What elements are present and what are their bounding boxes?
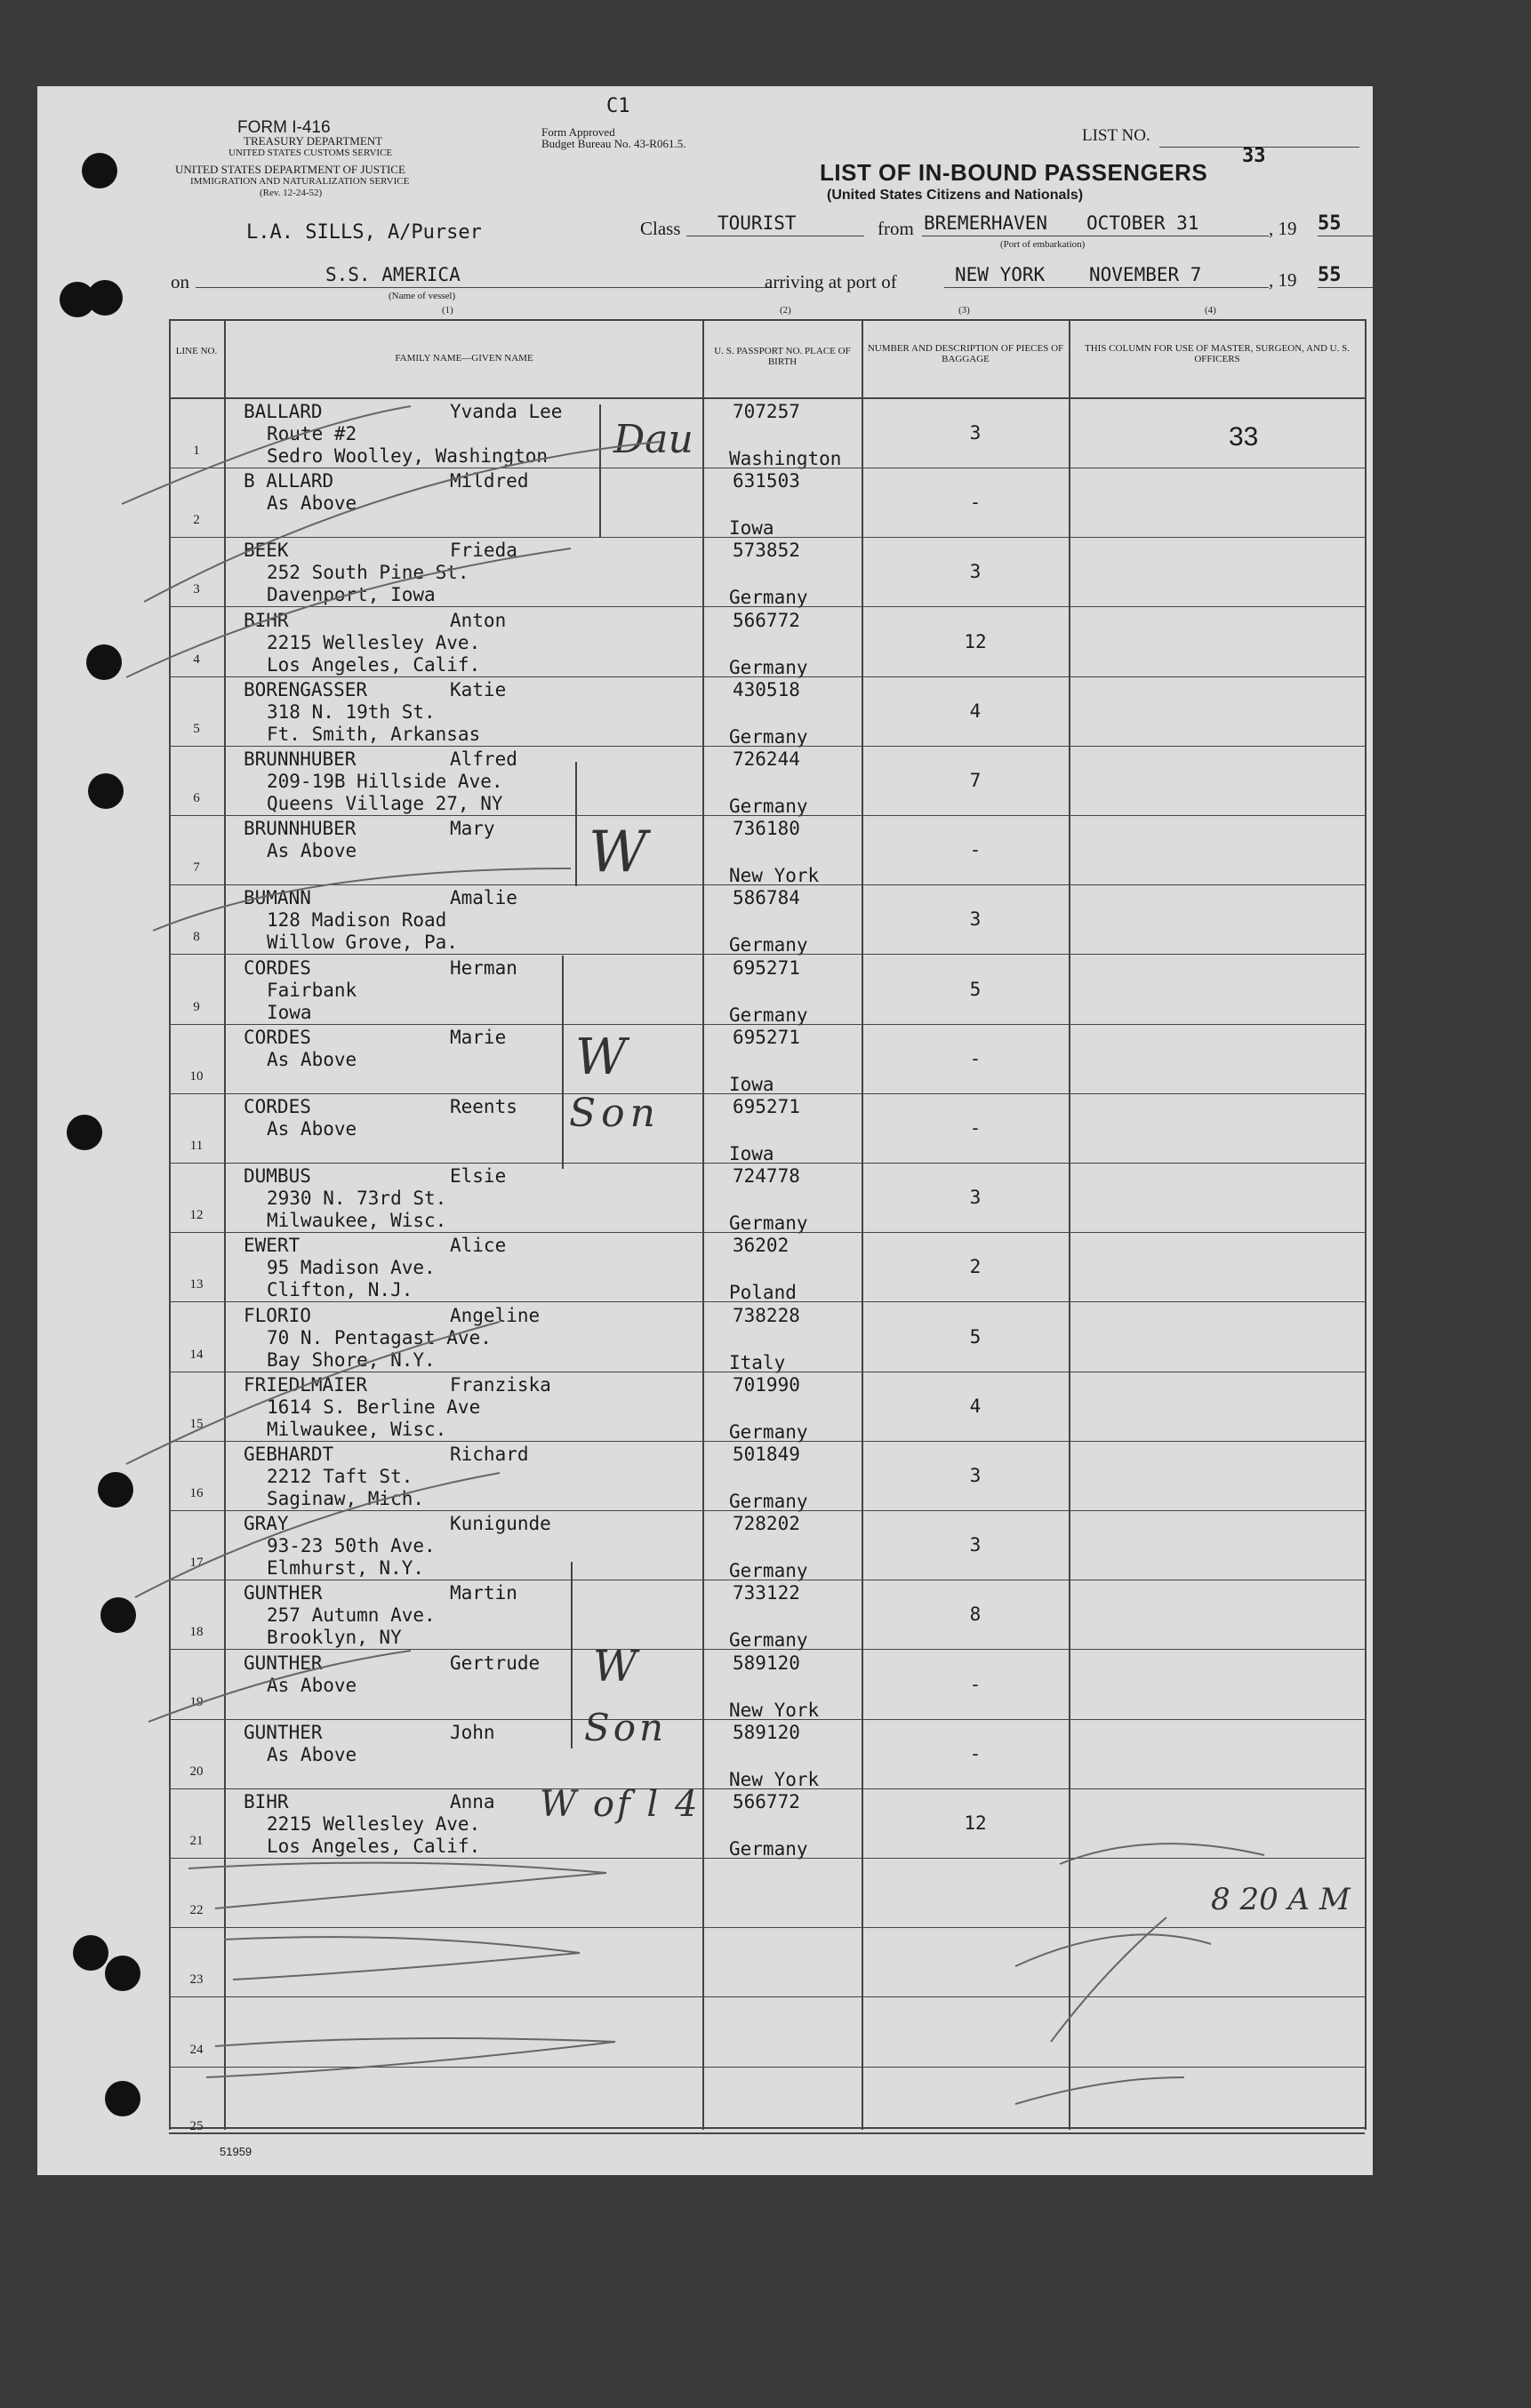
- passport-number: 736180: [733, 818, 800, 840]
- given-name: Alfred: [450, 748, 517, 770]
- address-line-2: Clifton, N.J.: [267, 1279, 413, 1301]
- given-name: Anna: [450, 1791, 495, 1812]
- passport-number: 631503: [733, 470, 800, 492]
- annotation-wife-of-4: W of l 4: [540, 1784, 701, 1825]
- family-name: CORDES: [244, 1096, 311, 1117]
- form-number: FORM I-416: [237, 118, 331, 137]
- given-name: Katie: [450, 678, 507, 700]
- passport-number: 566772: [733, 609, 800, 631]
- baggage-count: 3: [969, 1534, 982, 1556]
- passport-number: 430518: [733, 678, 800, 700]
- place-of-birth: Washington: [729, 448, 842, 469]
- given-name: Angeline: [450, 1304, 541, 1326]
- class-label: Class: [640, 218, 681, 239]
- family-name: BRUNNHUBER: [244, 748, 357, 770]
- baggage-count: 4: [969, 700, 982, 722]
- baggage-count: -: [969, 839, 982, 861]
- passport-number: 695271: [733, 1026, 800, 1048]
- place-of-birth: Iowa: [729, 1143, 774, 1164]
- address-line-2: Milwaukee, Wisc.: [267, 1418, 447, 1440]
- punch-hole: [100, 1597, 136, 1633]
- arrival-date: NOVEMBER 7: [1089, 264, 1202, 285]
- passport-number: 36202: [733, 1235, 790, 1257]
- passport-number: 726244: [733, 748, 800, 770]
- place-of-birth: Iowa: [729, 1073, 774, 1095]
- address-line-1: 2215 Wellesley Ave.: [267, 1813, 481, 1835]
- line-number: 15: [189, 1416, 204, 1431]
- baggage-count: -: [969, 1117, 982, 1139]
- place-of-birth: Germany: [729, 1838, 808, 1860]
- given-name: Kunigunde: [450, 1513, 551, 1535]
- annotation-w-gunther: W: [593, 1642, 637, 1692]
- passport-number: 589120: [733, 1721, 800, 1743]
- address-line-1: 318 N. 19th St.: [267, 700, 436, 723]
- col-head-passport: U. S. PASSPORT NO. PLACE OF BIRTH: [714, 346, 851, 367]
- given-name: Gertrude: [450, 1652, 541, 1674]
- address-line-1: Route #2: [267, 423, 357, 444]
- baggage-count: 8: [969, 1604, 982, 1626]
- place-of-birth: Iowa: [729, 517, 774, 540]
- baggage-count: 7: [969, 770, 982, 791]
- line-number: 6: [193, 791, 200, 805]
- stamp-code: C1: [606, 95, 630, 117]
- embark-port: BREMERHAVEN: [924, 212, 1048, 234]
- annotation-w-cordes: W: [575, 1028, 627, 1086]
- document-subtitle: (United States Citizens and Nationals): [827, 188, 1084, 203]
- address-line-2: Davenport, Iowa: [267, 584, 436, 606]
- arriving-label: arriving at port of: [765, 271, 897, 292]
- address-line-1: 209-19B Hillside Ave.: [267, 771, 503, 792]
- passport-number: 695271: [733, 956, 800, 979]
- address-line-2: Los Angeles, Calif.: [267, 653, 481, 676]
- family-name: FRIEDLMAIER: [244, 1373, 368, 1396]
- punch-hole: [73, 1935, 108, 1971]
- form-approved: Form Approved: [541, 125, 615, 139]
- passport-number: 728202: [733, 1513, 800, 1535]
- given-name: Alice: [450, 1235, 507, 1257]
- address-line-1: 95 Madison Ave.: [267, 1257, 436, 1279]
- punch-hole: [88, 773, 124, 809]
- officer-note: 33: [1229, 422, 1259, 452]
- punch-hole: [87, 280, 123, 316]
- justice-dept: UNITED STATES DEPARTMENT OF JUSTICE: [175, 163, 405, 176]
- annotation-w-brunnhuber: W: [589, 820, 647, 885]
- vessel-name: S.S. AMERICA: [325, 264, 461, 285]
- family-name: CORDES: [244, 1026, 311, 1048]
- address-line-1: As Above: [267, 492, 357, 515]
- place-of-birth: Germany: [729, 1212, 808, 1235]
- family-name: B ALLARD: [244, 470, 334, 492]
- line-number: 8: [193, 930, 200, 945]
- baggage-count: 4: [969, 1395, 982, 1417]
- purser-name: L.A. SILLS, A/Purser: [246, 221, 482, 244]
- family-name: BIHR: [244, 1791, 289, 1812]
- address-line-1: 93-23 50th Ave.: [267, 1535, 436, 1557]
- address-line-1: 257 Autumn Ave.: [267, 1604, 436, 1627]
- line-number: 25: [189, 2118, 204, 2133]
- place-of-birth: New York: [729, 1699, 820, 1721]
- address-line-1: As Above: [267, 1048, 357, 1070]
- manifest-page: [37, 86, 1373, 2175]
- line-number: 13: [189, 1277, 204, 1292]
- line-number: 19: [189, 1694, 204, 1709]
- baggage-count: 2: [969, 1256, 982, 1278]
- on-label: on: [171, 271, 189, 292]
- family-name: GEBHARDT: [244, 1444, 334, 1465]
- col-head-officers: THIS COLUMN FOR USE OF MASTER, SURGEON, AND U. S. OFFICERS: [1085, 343, 1350, 364]
- given-name: John: [450, 1721, 495, 1743]
- address-line-1: 2212 Taft St.: [267, 1466, 413, 1487]
- col-head-name: FAMILY NAME—GIVEN NAME: [395, 353, 533, 364]
- baggage-count: 12: [964, 1812, 987, 1834]
- family-name: GUNTHER: [244, 1582, 323, 1604]
- col-head-baggage: NUMBER AND DESCRIPTION OF PIECES OF BAGGAGE: [867, 343, 1064, 364]
- baggage-count: 3: [969, 1465, 982, 1486]
- address-line-2: Brooklyn, NY: [267, 1627, 402, 1649]
- baggage-count: 5: [969, 978, 982, 1000]
- family-name: BRUNNHUBER: [244, 818, 357, 840]
- line-number: 4: [193, 652, 200, 667]
- annotation-time: 8 20 A M: [1211, 1882, 1351, 1917]
- baggage-count: 3: [969, 561, 982, 583]
- budget-bureau: Budget Bureau No. 43-R061.5.: [541, 137, 686, 150]
- col-num-3: (3): [958, 305, 970, 316]
- family-name: BIHR: [244, 609, 289, 631]
- line-number: 16: [189, 1486, 204, 1500]
- given-name: Elsie: [450, 1165, 507, 1188]
- family-name: BORENGASSER: [244, 678, 368, 700]
- line-number: 9: [193, 999, 200, 1014]
- document-title: LIST OF IN-BOUND PASSENGERS: [820, 159, 1208, 186]
- line-number: 11: [189, 1139, 204, 1153]
- place-of-birth: New York: [729, 1768, 820, 1790]
- line-number: 12: [189, 1208, 204, 1223]
- annotation-dau: Dau: [613, 417, 693, 462]
- arrival-year: 55: [1318, 264, 1342, 286]
- address-line-2: Los Angeles, Calif.: [267, 1836, 481, 1857]
- baggage-count: -: [969, 1047, 982, 1069]
- baggage-count: 3: [969, 908, 982, 931]
- punch-hole: [98, 1472, 133, 1508]
- place-of-birth: Germany: [729, 587, 808, 609]
- pencil-strokes: [37, 86, 1373, 2175]
- embark-year: 55: [1318, 212, 1342, 235]
- address-line-2: Milwaukee, Wisc.: [267, 1210, 447, 1232]
- address-line-1: As Above: [267, 1674, 357, 1696]
- line-number: 14: [189, 1347, 204, 1362]
- place-of-birth: Germany: [729, 796, 808, 817]
- family-name: EWERT: [244, 1235, 301, 1257]
- baggage-count: 3: [969, 422, 982, 444]
- vessel-caption: (Name of vessel): [389, 291, 456, 301]
- given-name: Frieda: [450, 540, 517, 562]
- place-of-birth: Germany: [729, 934, 808, 956]
- family-name: GRAY: [244, 1513, 289, 1535]
- address-line-2: Saginaw, Mich.: [267, 1488, 425, 1509]
- address-line-2: Queens Village 27, NY: [267, 793, 503, 814]
- place-of-birth: Italy: [729, 1351, 786, 1373]
- address-line-2: Sedro Woolley, Washington: [267, 445, 549, 467]
- place-of-birth: Germany: [729, 1004, 808, 1026]
- given-name: Martin: [450, 1582, 517, 1604]
- col-num-1: (1): [442, 305, 453, 316]
- passport-number: 724778: [733, 1165, 800, 1188]
- family-name: BUMANN: [244, 887, 311, 909]
- address-line-1: As Above: [267, 1743, 357, 1765]
- address-line-1: 1614 S. Berline Ave: [267, 1396, 481, 1418]
- address-line-2: Bay Shore, N.Y.: [267, 1348, 436, 1371]
- line-number: 3: [193, 582, 200, 597]
- given-name: Anton: [450, 609, 507, 631]
- place-of-birth: Poland: [729, 1282, 797, 1304]
- place-of-birth: Germany: [729, 1420, 808, 1443]
- family-name: GUNTHER: [244, 1652, 323, 1674]
- arrival-year-prefix: , 19: [1269, 269, 1297, 291]
- passport-number: 501849: [733, 1444, 800, 1465]
- place-of-birth: Germany: [729, 656, 808, 678]
- address-line-1: 2930 N. 73rd St.: [267, 1188, 447, 1210]
- family-name: DUMBUS: [244, 1165, 311, 1188]
- line-number: 5: [193, 721, 200, 736]
- address-line-1: Fairbank: [267, 979, 357, 1001]
- passport-number: 586784: [733, 887, 800, 909]
- embark-year-prefix: , 19: [1269, 218, 1297, 239]
- place-of-birth: New York: [729, 865, 820, 887]
- annotation-son-cordes: Son: [569, 1091, 661, 1136]
- from-label: from: [878, 218, 914, 239]
- line-number: 24: [189, 2042, 204, 2057]
- address-line-1: As Above: [267, 1118, 357, 1140]
- address-line-1: 70 N. Pentagast Ave.: [267, 1326, 492, 1348]
- given-name: Mary: [450, 818, 495, 840]
- address-line-1: 2215 Wellesley Ave.: [267, 631, 481, 653]
- family-name: GUNTHER: [244, 1721, 323, 1743]
- place-of-birth: Germany: [729, 1560, 808, 1582]
- given-name: Yvanda Lee: [450, 401, 563, 422]
- passport-number: 695271: [733, 1096, 800, 1117]
- revision-date: (Rev. 12-24-52): [260, 188, 323, 198]
- punch-hole: [86, 644, 122, 680]
- line-number: 22: [189, 1903, 204, 1918]
- list-no-label: LIST NO.: [1082, 126, 1150, 145]
- passport-number: 701990: [733, 1373, 800, 1396]
- given-name: Richard: [450, 1444, 529, 1465]
- baggage-count: -: [969, 1742, 982, 1764]
- place-of-birth: Germany: [729, 1491, 808, 1512]
- baggage-count: 5: [969, 1325, 982, 1348]
- address-line-1: As Above: [267, 840, 357, 862]
- given-name: Herman: [450, 956, 517, 979]
- given-name: Reents: [450, 1096, 517, 1117]
- passport-number: 738228: [733, 1304, 800, 1326]
- address-line-2: Willow Grove, Pa.: [267, 932, 458, 954]
- class-value: TOURIST: [717, 212, 797, 234]
- passport-number: 707257: [733, 401, 800, 422]
- line-number: 1: [193, 444, 200, 458]
- form-code: 51959: [220, 2145, 252, 2158]
- embark-date: OCTOBER 31: [1086, 212, 1199, 234]
- passport-number: 589120: [733, 1652, 800, 1674]
- address-line-2: Ft. Smith, Arkansas: [267, 723, 481, 745]
- family-name: BALLARD: [244, 401, 323, 422]
- line-number: 2: [193, 513, 200, 528]
- address-line-1: 252 South Pine St.: [267, 562, 469, 584]
- line-number: 10: [189, 1068, 204, 1084]
- line-number: 23: [189, 1972, 204, 1988]
- line-number: 21: [189, 1834, 204, 1848]
- col-num-2: (2): [780, 305, 791, 316]
- baggage-count: -: [969, 1673, 982, 1695]
- annotation-son-gunther: Son: [584, 1706, 668, 1749]
- given-name: Marie: [450, 1026, 507, 1048]
- col-head-line: LINE NO.: [175, 346, 218, 356]
- given-name: Mildred: [450, 470, 529, 492]
- address-line-1: 128 Madison Road: [267, 909, 447, 932]
- family-name: BEEK: [244, 540, 289, 562]
- family-name: CORDES: [244, 956, 311, 979]
- punch-hole: [105, 1956, 140, 1991]
- place-of-birth: Germany: [729, 1629, 808, 1652]
- treasury-dept: TREASURY DEPARTMENT: [244, 134, 383, 148]
- customs-service: UNITED STATES CUSTOMS SERVICE: [228, 148, 393, 158]
- place-of-birth: Germany: [729, 725, 808, 748]
- family-name: FLORIO: [244, 1304, 311, 1326]
- address-line-2: Iowa: [267, 1001, 312, 1023]
- line-number: 18: [189, 1625, 204, 1640]
- baggage-count: 12: [964, 630, 987, 652]
- punch-hole: [67, 1115, 102, 1150]
- passport-number: 566772: [733, 1791, 800, 1812]
- baggage-count: 3: [969, 1187, 982, 1209]
- baggage-count: -: [969, 492, 982, 514]
- line-number: 7: [193, 860, 200, 876]
- col-num-4: (4): [1205, 305, 1216, 316]
- passport-number: 573852: [733, 540, 800, 562]
- line-number: 20: [189, 1764, 204, 1779]
- given-name: Amalie: [450, 887, 517, 909]
- arrival-port: NEW YORK: [955, 264, 1046, 285]
- list-number: 33: [1242, 145, 1266, 167]
- ins-service: IMMIGRATION AND NATURALIZATION SERVICE: [190, 176, 410, 187]
- line-number: 17: [189, 1556, 204, 1571]
- given-name: Franziska: [450, 1373, 551, 1396]
- embark-caption: (Port of embarkation): [1000, 239, 1086, 250]
- passport-number: 733122: [733, 1582, 800, 1604]
- address-line-2: Elmhurst, N.Y.: [267, 1557, 425, 1580]
- punch-hole: [105, 2081, 140, 2116]
- punch-hole: [82, 153, 117, 188]
